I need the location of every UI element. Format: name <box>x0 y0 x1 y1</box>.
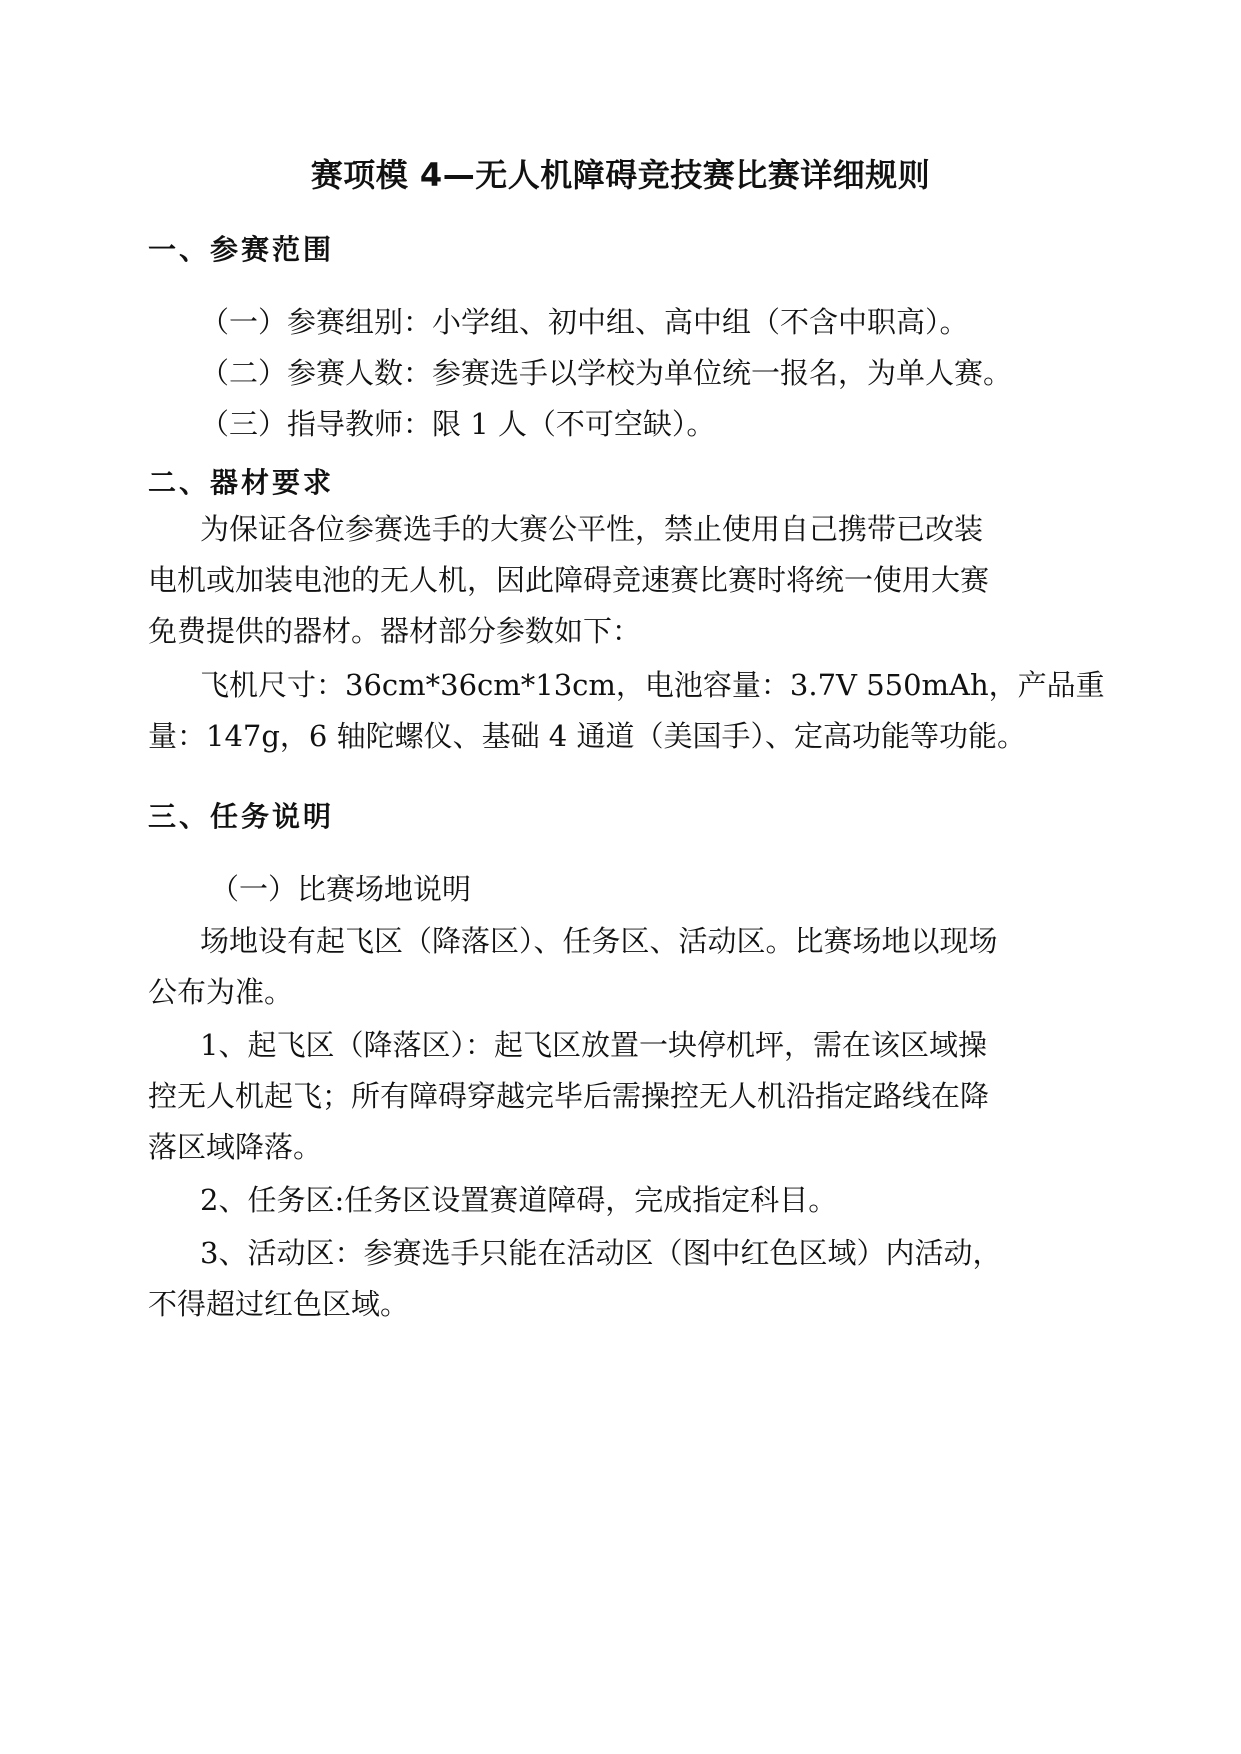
equipment-paragraph-line: 免费提供的器材。器材部分参数如下： <box>148 614 642 648</box>
section-heading-scope: 一、参赛范围 <box>148 233 335 266</box>
equipment-paragraph-line: 为保证各位参赛选手的大赛公平性，禁止使用自己携带已改装 <box>200 512 984 546</box>
venue-item-takeoff: 1、起飞区（降落区）：起飞区放置一块停机坪，需在该区域操 <box>200 1028 987 1062</box>
equipment-specs-line: 量：147g，6 轴陀螺仪、基础 4 通道（美国手）、定高功能等功能。 <box>148 719 1026 753</box>
scope-item-groups: （一）参赛组别：小学组、初中组、高中组（不含中职高）。 <box>200 305 969 339</box>
venue-paragraph-line: 公布为准。 <box>148 975 294 1009</box>
venue-paragraph-line: 场地设有起飞区（降落区）、任务区、活动区。比赛场地以现场 <box>200 924 998 958</box>
venue-item-takeoff: 落区域降落。 <box>148 1130 323 1164</box>
scope-item-participants: （二）参赛人数：参赛选手以学校为单位统一报名，为单人赛。 <box>200 356 1013 390</box>
venue-item-task-area: 2、任务区:任务区设置赛道障碍，完成指定科目。 <box>200 1183 838 1217</box>
equipment-specs-line: 飞机尺寸：36cm*36cm*13cm，电池容量：3.7V 550mAh，产品重 <box>200 668 1105 702</box>
venue-item-activity-area: 3、活动区：参赛选手只能在活动区（图中红色区域）内活动， <box>200 1236 1002 1270</box>
venue-item-takeoff: 控无人机起飞；所有障碍穿越完毕后需操控无人机沿指定路线在降 <box>148 1079 990 1113</box>
venue-item-activity-area: 不得超过红色区域。 <box>148 1287 410 1321</box>
equipment-paragraph-line: 电机或加装电池的无人机，因此障碍竞速赛比赛时将统一使用大赛 <box>148 563 990 597</box>
tasks-subheading-venue: （一）比赛场地说明 <box>210 872 472 906</box>
document-title: 赛项模 4—无人机障碍竞技赛比赛详细规则 <box>310 156 931 194</box>
scope-item-teacher: （三）指导教师：限 1 人（不可空缺）。 <box>200 407 716 441</box>
section-heading-equipment: 二、器材要求 <box>148 466 335 499</box>
section-heading-tasks: 三、任务说明 <box>148 800 335 833</box>
